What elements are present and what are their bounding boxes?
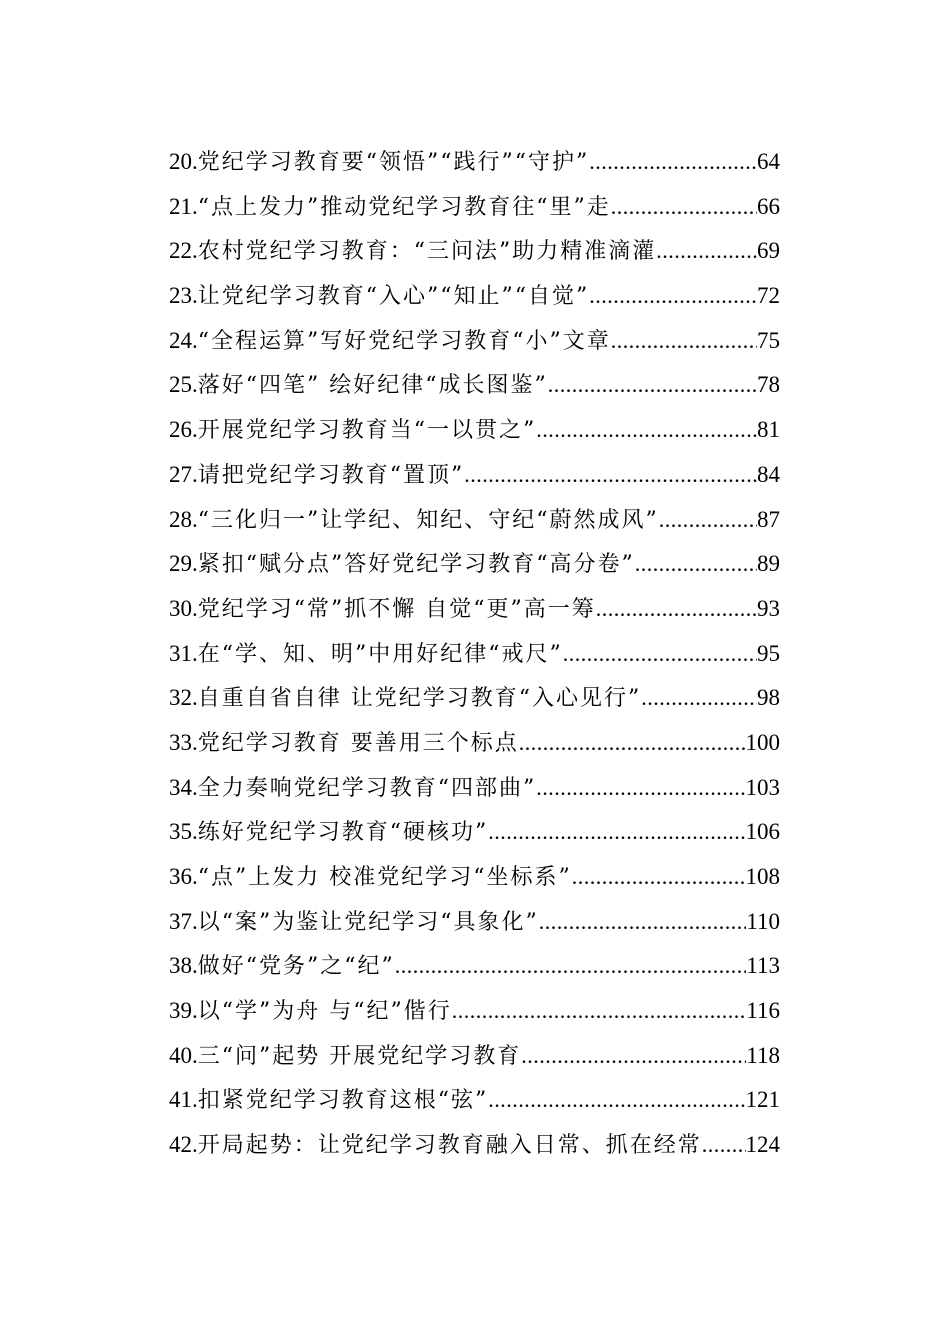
toc-entry-title: 在“学、知、明”中用好纪律“戒尺” [197, 641, 563, 667]
toc-entry-number: 29. [169, 551, 198, 577]
toc-entry[interactable] [169, 944, 780, 989]
toc-entry[interactable] [169, 900, 780, 945]
toc-dot-leader [539, 900, 747, 945]
toc-dot-leader [452, 989, 747, 1034]
toc-dot-leader [548, 363, 757, 408]
toc-entry-title: 以“案”为鉴让党纪学习“具象化” [197, 909, 539, 935]
toc-entry[interactable] [169, 498, 780, 543]
toc-entry-number: 32. [169, 685, 198, 711]
toc-dot-leader [656, 229, 757, 274]
toc-dot-leader [519, 721, 746, 766]
toc-entry-title: 党纪学习教育 要善用三个标点 [197, 730, 519, 756]
toc-entry-page-number: 75 [757, 327, 780, 353]
toc-entry[interactable] [169, 274, 780, 319]
toc-entry[interactable] [169, 363, 780, 408]
toc-dot-leader [488, 810, 745, 855]
toc-entry-page-number: 95 [757, 640, 780, 666]
toc-entry-page-number: 98 [757, 685, 780, 711]
toc-entry[interactable] [169, 542, 780, 587]
toc-entry[interactable] [169, 855, 780, 900]
toc-entry-title: 党纪学习教育要“领悟”“践行”“守护” [197, 150, 590, 175]
toc-dot-leader [589, 140, 757, 185]
toc-entry-number: 39. [169, 998, 198, 1024]
toc-entry-title: 农村党纪学习教育：“三问法”助力精准滴灌 [197, 239, 657, 265]
toc-entry-page-number: 64 [757, 149, 780, 174]
toc-dot-leader [702, 1123, 746, 1168]
toc-entry-title: 让党纪学习教育“入心”“知止”“自觉” [197, 284, 590, 310]
toc-entry[interactable] [169, 229, 780, 274]
toc-entry-page-number: 113 [746, 953, 780, 979]
toc-dot-leader [536, 408, 757, 453]
toc-entry-page-number: 124 [745, 1132, 780, 1158]
toc-entry-number: 41. [169, 1087, 198, 1113]
toc-entry-number: 26. [169, 417, 198, 443]
toc-entry-number: 20. [169, 149, 198, 174]
toc-entry-number: 36. [169, 864, 198, 889]
toc-entry[interactable] [169, 632, 780, 677]
toc-dot-leader [641, 676, 757, 721]
toc-entry[interactable] [169, 1034, 780, 1079]
toc-entry-number: 23. [169, 283, 198, 309]
toc-entry[interactable] [169, 676, 780, 721]
toc-entry-title: 以“学”为舟 与“纪”偕行 [197, 999, 452, 1025]
toc-entry-title: 自重自省自律 让党纪学习教育“入心见行” [197, 686, 642, 712]
toc-entry-number: 38. [169, 953, 198, 979]
toc-dot-leader [563, 632, 757, 677]
toc-entry-number: 24. [169, 327, 198, 353]
toc-entry-page-number: 110 [746, 908, 780, 934]
toc-entry[interactable] [169, 1078, 780, 1123]
toc-entry[interactable] [169, 453, 780, 498]
toc-entry-number: 25. [169, 372, 198, 398]
toc-entry-title: “点上发力”推动党纪学习教育往“里”走 [197, 194, 611, 220]
toc-entry-title: 练好党纪学习教育“硬核功” [197, 820, 489, 846]
toc-entry-number: 31. [169, 640, 198, 666]
toc-entry-page-number: 69 [757, 238, 780, 264]
toc-dot-leader [572, 855, 746, 900]
toc-entry-title: 开展党纪学习教育当“一以贯之” [197, 418, 537, 444]
toc-entry-title: 全力奏响党纪学习教育“四部曲” [197, 775, 537, 801]
toc-entry-number: 27. [169, 461, 198, 487]
toc-entry-number: 35. [169, 819, 198, 845]
toc-dot-leader [611, 319, 757, 364]
table-of-contents [169, 140, 780, 1168]
toc-entry-title: 紧扣“赋分点”答好党纪学习教育“高分卷” [197, 552, 635, 578]
toc-entry[interactable] [169, 140, 780, 185]
toc-dot-leader [611, 185, 757, 230]
toc-entry-title: “全程运算”写好党纪学习教育“小”文章 [197, 328, 611, 354]
toc-entry[interactable] [169, 766, 780, 811]
toc-entry-page-number: 108 [745, 864, 780, 889]
toc-entry-page-number: 66 [757, 193, 780, 219]
toc-entry-page-number: 87 [757, 506, 780, 532]
toc-entry-number: 22. [169, 238, 198, 264]
toc-dot-leader [395, 944, 747, 989]
toc-entry[interactable] [169, 185, 780, 230]
toc-entry-title: 三“问”起势 开展党纪学习教育 [197, 1043, 522, 1069]
toc-entry-number: 37. [169, 908, 198, 934]
toc-entry-number: 34. [169, 774, 198, 800]
toc-entry-title: 开局起势：让党纪学习教育融入日常、抓在经常 [197, 1133, 702, 1159]
toc-entry[interactable] [169, 810, 780, 855]
toc-entry[interactable] [169, 989, 780, 1034]
toc-entry[interactable] [169, 587, 780, 632]
toc-dot-leader [596, 587, 757, 632]
toc-entry-page-number: 89 [757, 551, 780, 577]
toc-entry-number: 28. [169, 506, 198, 532]
toc-dot-leader [589, 274, 757, 319]
toc-dot-leader [536, 766, 745, 811]
toc-entry-title: 做好“党务”之“纪” [197, 954, 395, 980]
toc-entry-page-number: 118 [746, 1042, 780, 1068]
toc-entry-page-number: 116 [746, 998, 780, 1024]
toc-dot-leader [464, 453, 757, 498]
toc-entry-page-number: 84 [757, 461, 780, 487]
toc-dot-leader [521, 1034, 746, 1079]
toc-entry-title: “三化归一”让学纪、知纪、守纪“蔚然成风” [197, 507, 659, 533]
toc-entry[interactable] [169, 319, 780, 364]
toc-entry[interactable] [169, 408, 780, 453]
toc-entry[interactable] [169, 721, 780, 766]
toc-entry-number: 30. [169, 595, 198, 621]
toc-entry[interactable] [169, 1123, 780, 1168]
toc-entry-title: 扣紧党纪学习教育这根“弦” [197, 1088, 489, 1114]
toc-entry-number: 40. [169, 1042, 198, 1068]
toc-entry-title: 党纪学习“常”抓不懈 自觉“更”高一筹 [197, 596, 596, 622]
toc-entry-page-number: 72 [757, 283, 780, 309]
toc-entry-page-number: 106 [745, 819, 780, 845]
toc-entry-page-number: 121 [745, 1087, 780, 1113]
toc-dot-leader [488, 1078, 745, 1123]
toc-entry-title: 请把党纪学习教育“置顶” [197, 462, 465, 488]
toc-entry-number: 42. [169, 1132, 198, 1158]
toc-dot-leader [659, 498, 757, 543]
toc-entry-page-number: 100 [745, 729, 780, 755]
toc-entry-page-number: 81 [757, 417, 780, 443]
toc-entry-page-number: 93 [757, 595, 780, 621]
toc-entry-number: 21. [169, 193, 198, 219]
toc-dot-leader [635, 542, 757, 587]
toc-entry-page-number: 78 [757, 372, 780, 398]
toc-entry-page-number: 103 [745, 774, 780, 800]
toc-entry-number: 33. [169, 729, 198, 755]
toc-entry-title: “点”上发力 校准党纪学习“坐标系” [197, 865, 572, 890]
toc-entry-title: 落好“四笔” 绘好纪律“成长图鉴” [197, 373, 548, 399]
